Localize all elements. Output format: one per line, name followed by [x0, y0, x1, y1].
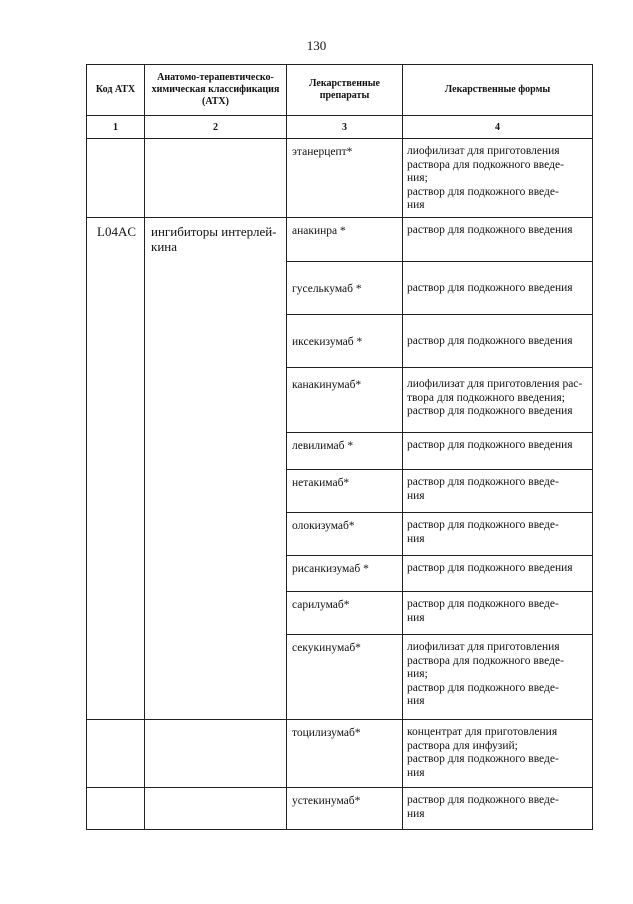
dosage-form-cell	[403, 470, 593, 513]
form-line: ния	[407, 532, 425, 545]
dosage-form-cell	[403, 433, 593, 470]
dosage-form-cell	[403, 315, 593, 368]
form-line: ния;	[407, 668, 428, 680]
form-line: лиофилизат для приготовления	[407, 145, 560, 157]
header-classification: Анатомо-терапевтическо-химическая классификация (АТХ)	[145, 65, 287, 116]
form-line: ния	[407, 695, 425, 707]
dosage-form-cell	[403, 513, 593, 556]
form-line: раствора для подкожного введе-	[407, 158, 564, 171]
form-line: твора для подкожного введения;	[407, 391, 565, 404]
drug-cell: этанерцепт*	[287, 139, 403, 218]
form-line: раствор для подкожного введения	[407, 562, 573, 574]
form-line: раствор для подкожного введе-	[407, 753, 559, 765]
drug-cell: секукинумаб*	[287, 635, 403, 720]
table-row	[87, 720, 593, 788]
atc-code-cell: L04AC	[87, 218, 145, 720]
form-line: раствор для подкожного введе-	[407, 794, 559, 806]
atc-code-cell	[87, 720, 145, 788]
drug-cell: олокизумаб*	[287, 513, 403, 556]
header-forms: Лекарственные формы	[403, 65, 593, 116]
form-line: лиофилизат для приготовления рас-	[407, 378, 583, 390]
form-line: ния	[407, 489, 425, 502]
header-code: Код АТХ	[87, 65, 145, 116]
form-line: раствор для подкожного введе-	[407, 476, 559, 488]
form-line: раствор для подкожного введения	[407, 282, 573, 294]
form-line: раствор для подкожного введе-	[407, 185, 559, 198]
drug-cell: иксекизумаб *	[287, 315, 403, 368]
form-line: ния	[407, 199, 425, 211]
form-line: раствор для подкожного введения	[407, 335, 573, 347]
drug-cell: анакинра *	[287, 218, 403, 262]
dosage-form-cell	[403, 218, 593, 262]
table-row	[87, 218, 593, 262]
column-number: 4	[403, 116, 593, 139]
form-line: раствора для инфузий;	[407, 739, 518, 752]
table-row	[87, 139, 593, 218]
form-line: лиофилизат для приготовления	[407, 641, 560, 653]
drug-cell: рисанкизумаб *	[287, 556, 403, 592]
atc-code-cell	[87, 139, 145, 218]
drug-cell: тоцилизумаб*	[287, 720, 403, 788]
form-line: концентрат для приготовления	[407, 726, 558, 738]
form-line: ния	[407, 611, 425, 624]
table-row	[87, 788, 593, 830]
form-line: раствора для подкожного введе-	[407, 654, 564, 667]
drug-cell: устекинумаб*	[287, 788, 403, 830]
form-line: раствор для подкожного введе-	[407, 519, 559, 531]
atc-code-cell	[87, 788, 145, 830]
drug-cell: канакинумаб*	[287, 368, 403, 433]
drug-cell: сарилумаб*	[287, 592, 403, 635]
dosage-form-cell	[403, 635, 593, 720]
header-row	[87, 65, 593, 116]
dosage-form-cell	[403, 368, 593, 433]
drug-table	[86, 64, 593, 830]
column-number: 2	[145, 116, 287, 139]
form-line: ния;	[407, 172, 428, 184]
classification-cell	[145, 788, 287, 830]
drug-cell: нетакимаб*	[287, 470, 403, 513]
dosage-form-cell	[403, 262, 593, 315]
form-line: раствор для подкожного введения	[407, 439, 573, 451]
dosage-form-cell	[403, 592, 593, 635]
dosage-form-cell	[403, 720, 593, 788]
form-line: раствор для подкожного введе-	[407, 681, 559, 694]
page-number: 130	[306, 38, 327, 53]
column-number: 3	[287, 116, 403, 139]
classification-cell	[145, 139, 287, 218]
classification-cell: ингибиторы интерлей-кина	[145, 218, 287, 720]
drug-cell: гуселькумаб *	[287, 262, 403, 315]
column-number: 1	[87, 116, 145, 139]
drug-cell: левилимаб *	[287, 433, 403, 470]
form-line: раствор для подкожного введения	[407, 405, 573, 417]
dosage-form-cell	[403, 139, 593, 218]
dosage-form-cell	[403, 788, 593, 830]
dosage-form-cell	[403, 556, 593, 592]
form-line: раствор для подкожного введе-	[407, 598, 559, 610]
form-line: ния	[407, 766, 425, 779]
column-number-row	[87, 116, 593, 139]
classification-cell	[145, 720, 287, 788]
form-line: раствор для подкожного введения	[407, 224, 573, 236]
header-drugs: Лекарственные препараты	[287, 65, 403, 116]
form-line: ния	[407, 807, 425, 820]
